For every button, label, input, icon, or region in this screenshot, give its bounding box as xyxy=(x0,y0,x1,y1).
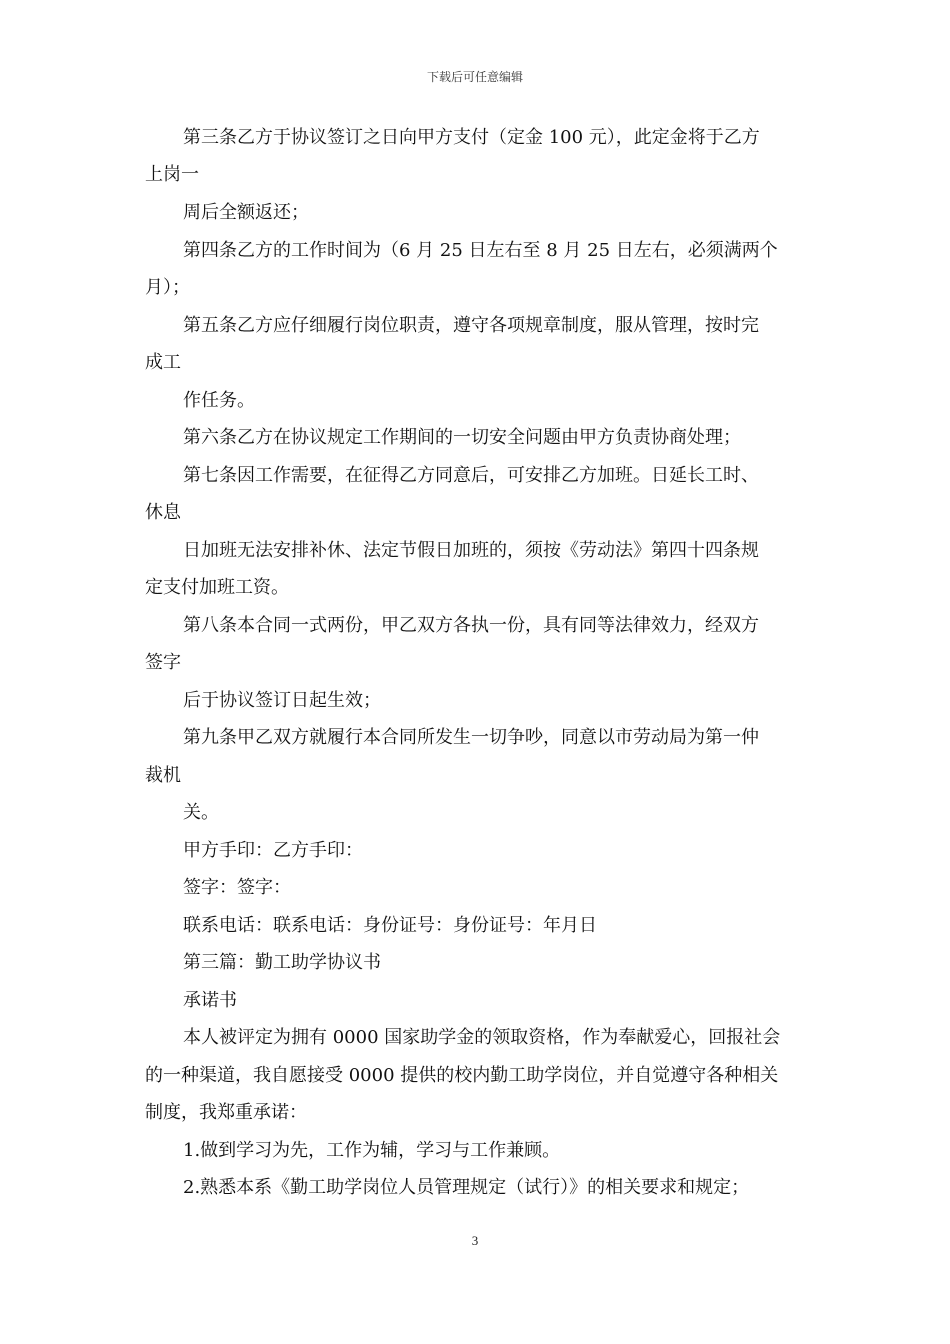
text-line: 甲方手印：乙方手印： xyxy=(183,840,363,861)
text-line: 裁机 xyxy=(145,765,181,786)
text-line: 第六条乙方在协议规定工作期间的一切安全问题由甲方负责协商处理； xyxy=(183,427,741,448)
text-line: 联系电话：联系电话：身份证号：身份证号：年月日 xyxy=(183,915,597,936)
text-line: 第五条乙方应仔细履行岗位职责，遵守各项规章制度，服从管理，按时完 xyxy=(183,315,759,336)
text-line: 上岗一 xyxy=(145,164,199,185)
text-line: 第四条乙方的工作时间为（6 月 25 日左右至 8 月 25 日左右，必须满两个 xyxy=(183,240,778,261)
text-line: 定支付加班工资。 xyxy=(145,577,289,598)
list-item: 2.熟悉本系《勤工助学岗位人员管理规定（试行）》的相关要求和规定； xyxy=(183,1177,750,1198)
text-line: 第三条乙方于协议签订之日向甲方支付（定金 100 元），此定金将于乙方 xyxy=(183,127,760,148)
subheading: 承诺书 xyxy=(183,990,237,1011)
section-heading: 第三篇：勤工助学协议书 xyxy=(183,952,381,973)
text-line: 休息 xyxy=(145,502,181,523)
text-line: 日加班无法安排补休、法定节假日加班的，须按《劳动法》第四十四条规 xyxy=(183,540,759,561)
text-line: 第九条甲乙双方就履行本合同所发生一切争吵，同意以市劳动局为第一仲 xyxy=(183,727,759,748)
text-line: 后于协议签订日起生效； xyxy=(183,690,381,711)
page-header: 下载后可任意编辑 xyxy=(426,70,523,84)
text-line: 作任务。 xyxy=(183,390,255,411)
text-line: 签字：签字： xyxy=(183,877,291,898)
text-line: 第八条本合同一式两份，甲乙双方各执一份，具有同等法律效力，经双方 xyxy=(183,615,759,636)
text-line: 周后全额返还； xyxy=(183,202,309,223)
list-item: 1.做到学习为先，工作为辅，学习与工作兼顾。 xyxy=(183,1140,561,1161)
text-line: 月）； xyxy=(145,277,190,298)
text-line: 第七条因工作需要，在征得乙方同意后，可安排乙方加班。日延长工时、 xyxy=(183,465,759,486)
text-line: 成工 xyxy=(145,352,181,373)
text-line: 本人被评定为拥有 0000 国家助学金的领取资格，作为奉献爱心，回报社会 xyxy=(183,1027,781,1048)
text-line: 签字 xyxy=(145,652,181,673)
page-number: 3 xyxy=(471,1233,479,1248)
text-line: 制度，我郑重承诺： xyxy=(145,1102,307,1123)
text-line: 的一种渠道，我自愿接受 0000 提供的校内勤工助学岗位，并自觉遵守各种相关 xyxy=(145,1065,779,1086)
text-line: 关。 xyxy=(183,802,219,823)
